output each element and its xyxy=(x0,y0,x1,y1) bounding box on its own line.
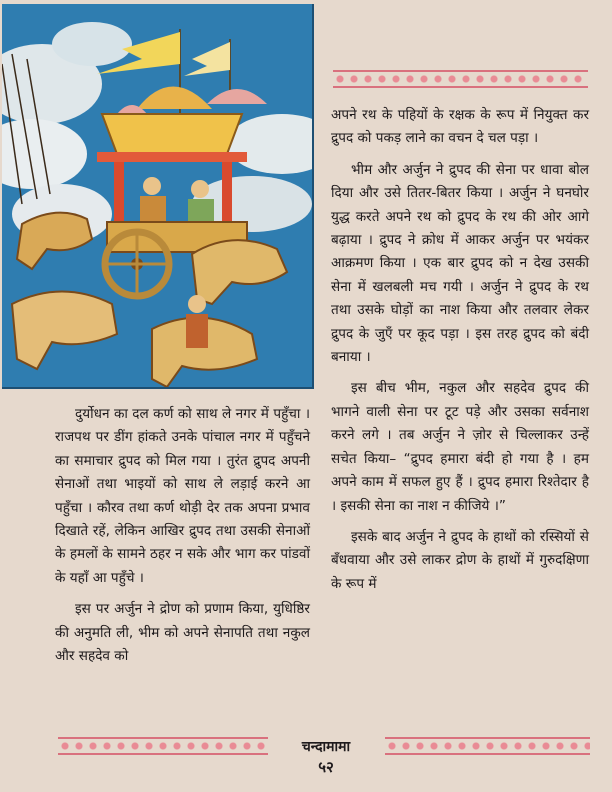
paragraph: भीम और अर्जुन ने द्रुपद की सेना पर धावा बोल दिया और उसे तितर-बितर किया । अर्जुन ने घनघोर युद्ध करते अपने रथ को द्रुपद के रथ की ओर आगे बढ़ाया । द्रुपद ने क्रोध में आकर अर्जुन पर भयंकर आक्रमण किया । एक बार द्रुपद को न देख उसकी सेना में खलबली मच गयी । अर्जुन ने द्रुपद के रथ तथा उसके घोड़ों का नाश किया और तलवार लेकर द्रुपद के जुएँ पर कूद पड़ा । इस तरह द्रुपद को बंदी बनाया । xyxy=(331,161,589,366)
decorative-border-bottom-left xyxy=(58,737,268,755)
decorative-border-bottom-right xyxy=(385,737,590,755)
paragraph: इस पर अर्जुन ने द्रोण को प्रणाम किया, युधिष्ठिर की अनुमति ली, भीम को अपने सेनापति तथा नकुल और सहदेव को xyxy=(55,601,310,665)
paragraph: इस बीच भीम, नकुल और सहदेव द्रुपद की भागने वाली सेना पर टूट पड़े और उसका सर्वनाश करने लगे । तब अर्जुन ने ज़ोर से चिल्लाकर उन्हें सचेत किया– “द्रुपद हमारा बंदी हो गया है । हम अपने काम में सफल हुए हैं । द्रुपद हमारा रिश्तेदार है । इसकी सेना का नाश न कीजिये ।” xyxy=(331,380,589,514)
page-number: ५२ xyxy=(318,758,334,776)
chariot-battle-icon xyxy=(2,4,312,387)
text-column-left xyxy=(55,403,310,668)
paragraph: इसके बाद अर्जुन ने द्रुपद के हाथों को रस्सियों से बँधवाया और उसे लाकर द्रोण के हाथों में गुरुदक्षिणा के रूप में xyxy=(331,528,589,592)
paragraph: दुर्योधन का दल कर्ण को साथ ले नगर में पहुँचा । राजपथ पर डींग हांकते उनके पांचाल नगर में पहुँचने का समाचार द्रुपद को मिल गया । तुरंत द्रुपद अपनी सेनाओं तथा भाइयों को साथ ले लड़ाई करने आ पहुँचा । कौरव तथा कर्ण थोड़ी देर तक अपना प्रभाव दिखाते रहें, लेकिन आखिर द्रुपद तथा उसकी सेनाओं के हमलों के सामने ठहर न सके और भाग कर पांडवों के यहाँ आ पहुँचे । xyxy=(55,406,310,586)
text-column-right xyxy=(331,104,589,596)
magazine-title: चन्दामामा xyxy=(301,739,351,755)
decorative-border-top xyxy=(333,70,588,88)
chariot-battle-illustration xyxy=(2,4,314,389)
paragraph: अपने रथ के पहियों के रक्षक के रूप में नियुक्त कर द्रुपद को पकड़ लाने का वचन दे चल पड़ा । xyxy=(331,107,589,147)
